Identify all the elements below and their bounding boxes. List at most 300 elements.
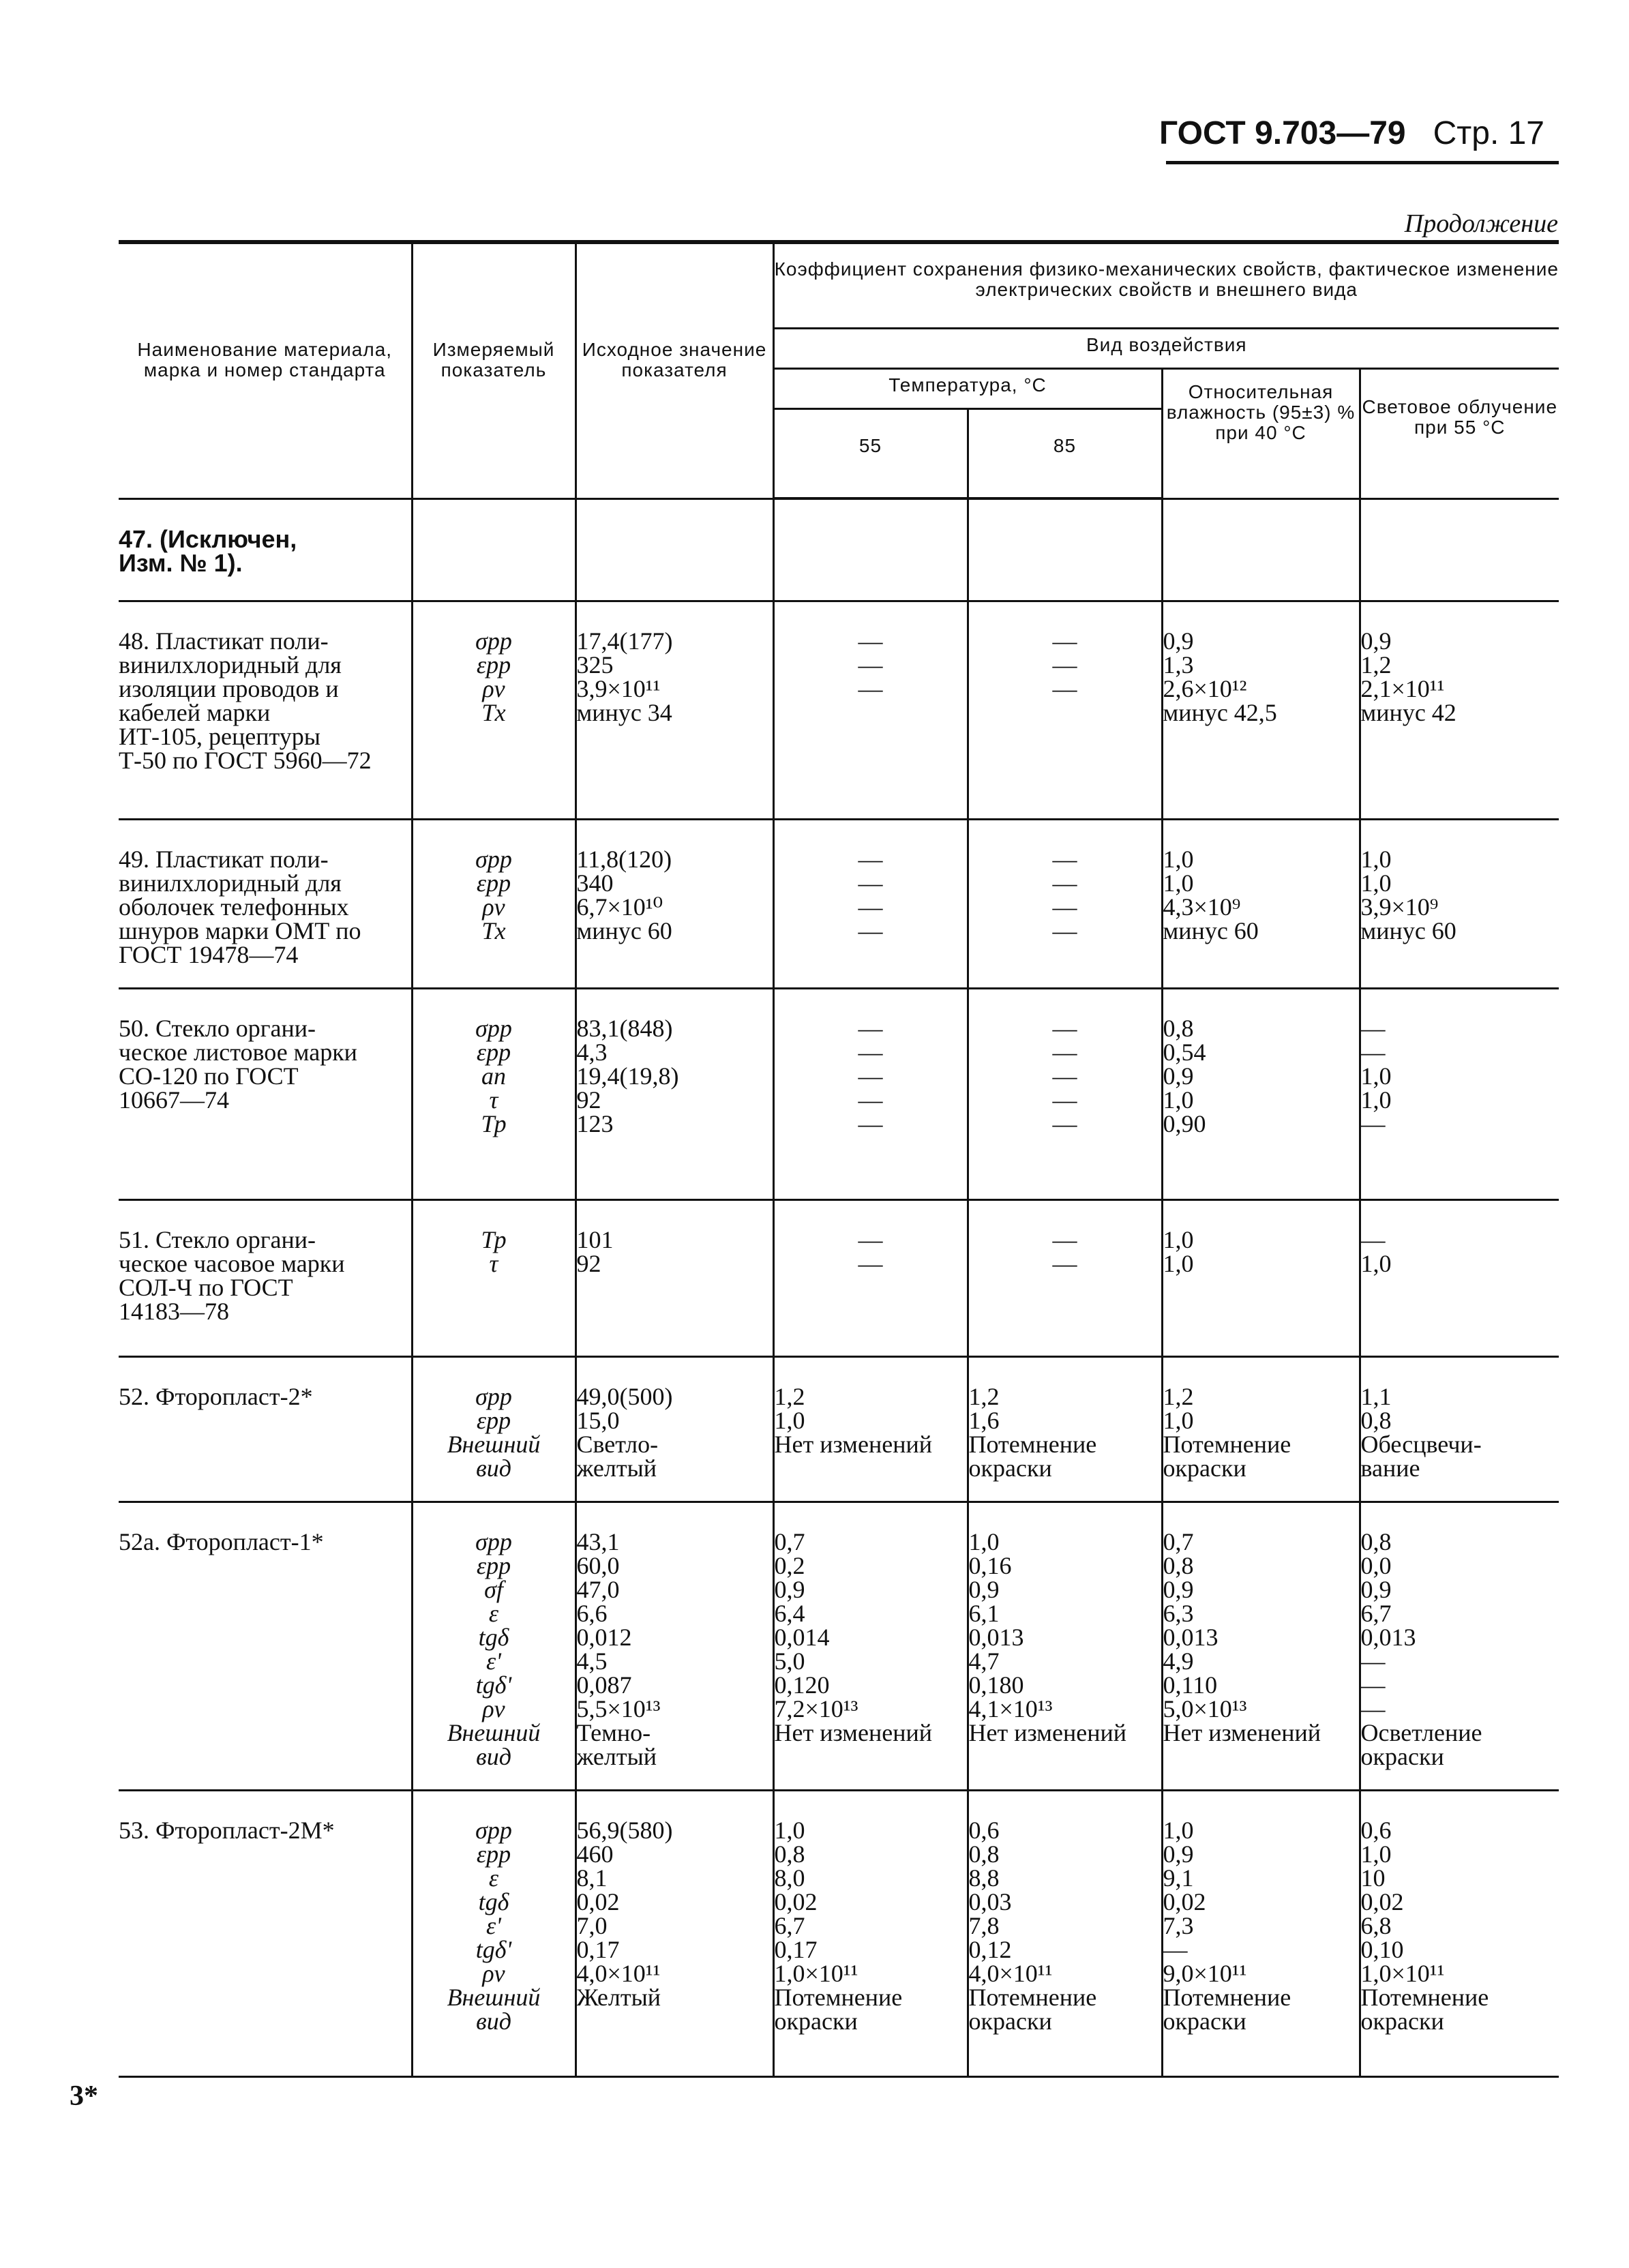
cell-line: 8,1	[576, 1864, 608, 1892]
cell-line: 0,17	[774, 1935, 818, 1963]
cell-line: винилхлоридный для	[119, 869, 342, 897]
cell-line: 0,6	[968, 1816, 1000, 1844]
cell-line: 0,8	[968, 1840, 1000, 1868]
cell-humidity	[1162, 819, 1360, 988]
cell-humidity	[1162, 1790, 1360, 2076]
cell-line: 0,8	[1360, 1406, 1392, 1434]
cell-light	[1360, 988, 1559, 1199]
col-kind-header: Вид воздействия	[773, 329, 1559, 369]
col-coef-header: Коэффициент сохранения физико-механических свойств, фактическое изменение электрических свойств и внешнего вида	[773, 242, 1559, 329]
cell-line: минус 42	[1360, 698, 1456, 726]
cell-line: 9,1	[1163, 1864, 1194, 1892]
cell-line: 9,0×10¹¹	[1163, 1959, 1247, 1987]
cell-line: εрр	[476, 869, 511, 897]
cell-line: —	[1360, 1647, 1386, 1675]
cell-line: 0,7	[774, 1527, 805, 1555]
col-t55-header: 55	[773, 409, 968, 499]
cell-t55	[773, 1502, 968, 1790]
cell-light	[1360, 1199, 1559, 1356]
cell-line: 10667—74	[119, 1086, 229, 1114]
cell-line: желтый	[576, 1454, 657, 1482]
cell-line: εрр	[476, 1840, 511, 1868]
cell-line: винилхлоридный для	[119, 651, 342, 678]
cell-line: 1,0	[968, 1527, 1000, 1555]
cell-t55	[773, 1356, 968, 1502]
cell-line: 1,0×10¹¹	[774, 1959, 858, 1987]
cell-line	[775, 701, 967, 725]
cell-line: 4,0×10¹¹	[968, 1959, 1053, 1987]
cell-line: tgδ	[478, 1887, 509, 1915]
cell-line: Потемнение	[1163, 1983, 1291, 2011]
cell-line: 11,8(120)	[576, 845, 672, 873]
cell-line: 0,9	[1163, 1575, 1194, 1603]
cell-line: 0,54	[1163, 1038, 1206, 1066]
cell-line: —	[858, 1086, 883, 1114]
cell-name	[119, 1502, 412, 1790]
cell-line	[577, 2010, 773, 2033]
cell-line: Потемнение	[968, 1983, 1097, 2011]
cell-line: ρv	[482, 674, 505, 702]
cell-line: 123	[576, 1109, 614, 1137]
cell-line: Нет изменений	[1163, 1718, 1321, 1746]
cell-line: ческое листовое марки	[119, 1038, 357, 1066]
cell-line: 0,12	[968, 1935, 1012, 1963]
cell-light	[1360, 1790, 1559, 2076]
cell-line: Тх	[481, 916, 506, 944]
cell-line: —	[858, 674, 883, 702]
cell-line: 0,03	[968, 1887, 1012, 1915]
cell-line: СОЛ-Ч по ГОСТ	[119, 1273, 293, 1301]
cell-line: Т-50 по ГОСТ 5960—72	[119, 746, 372, 774]
cell-line: Обесцвечи-	[1360, 1430, 1482, 1458]
cell-line: 49,0(500)	[576, 1382, 673, 1410]
cell-name	[119, 601, 412, 819]
cell-line: —	[1052, 1249, 1077, 1277]
cell-line: 47,0	[576, 1575, 620, 1603]
cell-initial	[576, 1199, 773, 1356]
cell-initial	[576, 1502, 773, 1790]
cell-line: окраски	[1163, 2007, 1246, 2035]
cell-line: —	[858, 1038, 883, 1066]
cell-line: Нет изменений	[968, 1718, 1126, 1746]
cell-line: изоляции проводов и	[119, 674, 339, 702]
cell-line: 4,3	[576, 1038, 608, 1066]
cell-line: Тр	[481, 1109, 507, 1137]
cell-line: Темно-	[576, 1718, 651, 1746]
cell-line: 0,02	[576, 1887, 620, 1915]
cell-line: 0,180	[968, 1671, 1024, 1699]
cell-measured	[412, 1790, 576, 2076]
cell-line: ИТ-105, рецептуры	[119, 722, 320, 750]
cell-line: Внешний	[447, 1430, 541, 1458]
cell-line: —	[1052, 1225, 1077, 1253]
cell-measured	[412, 988, 576, 1199]
cell-line: 3,9×10⁹	[1360, 893, 1439, 921]
table-row	[119, 819, 1559, 988]
cell-line: 19,4(19,8)	[576, 1062, 679, 1090]
table-row	[119, 1199, 1559, 1356]
cell-line: σрр	[475, 1014, 512, 1042]
table-body	[119, 498, 1559, 2076]
cell-measured	[412, 819, 576, 988]
cell-line: 1,0	[1163, 869, 1194, 897]
col-light-header: Световое облучение при 55 °С	[1360, 369, 1559, 499]
cell-line: 0,2	[774, 1551, 805, 1579]
cell-line: 7,3	[1163, 1911, 1194, 1939]
cell-line: 1,0	[1163, 1406, 1194, 1434]
cell-line: 5,5×10¹³	[576, 1695, 661, 1722]
cell-line: Потемнение	[968, 1430, 1097, 1458]
cell-name	[119, 988, 412, 1199]
col-humidity-header: Относительная влажность (95±3) % при 40 °С	[1162, 369, 1360, 499]
table-row	[119, 1790, 1559, 2076]
cell-line: вид	[476, 1742, 511, 1770]
cell-name	[119, 1356, 412, 1502]
cell-name	[119, 1199, 412, 1356]
cell-initial	[576, 988, 773, 1199]
cell-line: 92	[576, 1086, 601, 1114]
cell-t85	[968, 819, 1162, 988]
cell-line: 1,0	[1360, 1840, 1392, 1868]
cell-line: Светло-	[576, 1430, 659, 1458]
cell-line	[775, 1745, 967, 1769]
cell-line: ε'	[486, 1647, 501, 1675]
cell-line: 4,9	[1163, 1647, 1194, 1675]
cell-line: 1,0	[774, 1816, 805, 1844]
cell-name	[119, 498, 412, 601]
cell-line: —	[1360, 1225, 1386, 1253]
cell-line: 6,3	[1163, 1599, 1194, 1627]
cell-measured	[412, 1356, 576, 1502]
cell-line: —	[858, 869, 883, 897]
cell-line: —	[1163, 1935, 1188, 1963]
cell-line: 4,0×10¹¹	[576, 1959, 661, 1987]
cell-line: 1,0	[1163, 1225, 1194, 1253]
cell-line	[775, 1457, 967, 1480]
cell-line: 0,8	[1163, 1014, 1194, 1042]
cell-line: вид	[476, 2007, 511, 2035]
cell-line: 0,6	[1360, 1816, 1392, 1844]
cell-line: 10	[1360, 1864, 1386, 1892]
cell-initial	[576, 601, 773, 819]
cell-humidity	[1162, 1356, 1360, 1502]
cell-t85	[968, 1199, 1162, 1356]
cell-line: 53. Фторопласт-2М*	[119, 1816, 335, 1844]
cell-line: —	[1052, 1062, 1077, 1090]
cell-line: —	[1360, 1014, 1386, 1042]
cell-t85	[968, 498, 1162, 601]
cell-line: 1,0	[1360, 845, 1392, 873]
cell-humidity	[1162, 498, 1360, 601]
cell-line: 1,2	[1360, 651, 1392, 678]
cell-line: 6,1	[968, 1599, 1000, 1627]
cell-light	[1360, 498, 1559, 601]
cell-initial	[576, 819, 773, 988]
cell-line: σрр	[475, 845, 512, 873]
table-row	[119, 988, 1559, 1199]
cell-t85	[968, 1790, 1162, 2076]
cell-line: ρv	[482, 893, 505, 921]
cell-initial	[576, 1356, 773, 1502]
properties-table	[119, 240, 1559, 2078]
cell-line: 1,0	[1163, 1816, 1194, 1844]
cell-line: 52а. Фторопласт-1*	[119, 1527, 324, 1555]
cell-line: 0,9	[1360, 1575, 1392, 1603]
cell-line: вание	[1360, 1454, 1420, 1482]
cell-line: 1,1	[1360, 1382, 1392, 1410]
cell-t55	[773, 988, 968, 1199]
cell-line: —	[858, 1225, 883, 1253]
cell-line: —	[1052, 1109, 1077, 1137]
cell-line: 0,087	[576, 1671, 632, 1699]
cell-line: окраски	[774, 2007, 858, 2035]
cell-humidity	[1162, 988, 1360, 1199]
cell-line: 7,8	[968, 1911, 1000, 1939]
cell-t55	[773, 1790, 968, 2076]
cell-line: 4,3×10⁹	[1163, 893, 1241, 921]
cell-line: 52. Фторопласт-2*	[119, 1382, 313, 1410]
cell-line: 0,7	[1163, 1527, 1194, 1555]
cell-line: tgδ'	[475, 1671, 512, 1699]
cell-line: —	[1052, 869, 1077, 897]
cell-line: —	[858, 1062, 883, 1090]
cell-line: окраски	[1163, 1454, 1246, 1482]
cell-line: минус 60	[576, 916, 672, 944]
cell-line: Потемнение	[1360, 1983, 1489, 2011]
cell-line: вид	[476, 1454, 511, 1482]
cell-line: ческое часовое марки	[119, 1249, 345, 1277]
cell-line: Внешний	[447, 1718, 541, 1746]
cell-t85	[968, 988, 1162, 1199]
cell-light	[1360, 1502, 1559, 1790]
cell-line: 47. (Исключен,	[119, 524, 297, 553]
cell-line: ε	[488, 1599, 499, 1627]
cell-line: —	[1052, 1014, 1077, 1042]
cell-line: —	[1360, 1671, 1386, 1699]
doc-number: ГОСТ 9.703—79	[1159, 115, 1406, 151]
cell-line: 340	[576, 869, 614, 897]
cell-line: εрр	[476, 1406, 511, 1434]
cell-measured	[412, 498, 576, 601]
cell-line: окраски	[1360, 2007, 1444, 2035]
cell-line: 0,10	[1360, 1935, 1404, 1963]
cell-line: 1,2	[968, 1382, 1000, 1410]
cell-line: 0,9	[968, 1575, 1000, 1603]
table-row	[119, 1356, 1559, 1502]
cell-line: 0,9	[774, 1575, 805, 1603]
cell-line: ГОСТ 19478—74	[119, 940, 299, 968]
cell-line: 460	[576, 1840, 614, 1868]
cell-line: 83,1(848)	[576, 1014, 673, 1042]
cell-line: Внешний	[447, 1983, 541, 2011]
cell-line: 6,4	[774, 1599, 805, 1627]
cell-line: Изм. № 1).	[119, 548, 243, 577]
cell-light	[1360, 1356, 1559, 1502]
cell-line: —	[1052, 627, 1077, 655]
cell-line: 3,9×10¹¹	[576, 674, 661, 702]
cell-line: Потемнение	[1163, 1430, 1291, 1458]
cell-line: σf	[484, 1575, 503, 1603]
cell-humidity	[1162, 601, 1360, 819]
cell-line: 0,02	[1360, 1887, 1404, 1915]
cell-line: 1,0	[1163, 1249, 1194, 1277]
cell-line: 0,02	[1163, 1887, 1206, 1915]
cell-line: СО-120 по ГОСТ	[119, 1062, 299, 1090]
cell-line: Тх	[481, 698, 506, 726]
cell-line: εрр	[476, 651, 511, 678]
cell-line: 325	[576, 651, 614, 678]
cell-name	[119, 819, 412, 988]
cell-line: Желтый	[576, 1983, 661, 2011]
cell-line: 48. Пластикат поли-	[119, 627, 329, 655]
cell-line: 8,0	[774, 1864, 805, 1892]
cell-line: 56,9(580)	[576, 1816, 673, 1844]
cell-t55	[773, 1199, 968, 1356]
cell-line: 4,1×10¹³	[968, 1695, 1053, 1722]
cell-line: 5,0×10¹³	[1163, 1695, 1247, 1722]
cell-line: 49. Пластикат поли-	[119, 845, 329, 873]
cell-line: Нет изменений	[774, 1718, 932, 1746]
cell-line: —	[858, 627, 883, 655]
cell-t85	[968, 601, 1162, 819]
page-footer-mark: 3*	[70, 2080, 98, 2112]
cell-line: —	[858, 916, 883, 944]
cell-line: 4,5	[576, 1647, 608, 1675]
cell-name	[119, 1790, 412, 2076]
cell-line: 1,2	[1163, 1382, 1194, 1410]
continuation-label: Продолжение	[1404, 209, 1558, 238]
cell-line: 0,90	[1163, 1109, 1206, 1137]
cell-line: ε'	[486, 1911, 501, 1939]
cell-line: 15,0	[576, 1406, 620, 1434]
cell-humidity	[1162, 1199, 1360, 1356]
cell-line: —	[1052, 893, 1077, 921]
cell-line	[969, 701, 1161, 725]
cell-line: tgδ'	[475, 1935, 512, 1963]
cell-line: 1,0	[1163, 845, 1194, 873]
cell-line: 101	[576, 1225, 614, 1253]
cell-line: 0,110	[1163, 1671, 1218, 1699]
cell-line: —	[1052, 1086, 1077, 1114]
cell-line: 0,013	[1360, 1623, 1416, 1651]
cell-line: 6,8	[1360, 1911, 1392, 1939]
cell-line: 1,3	[1163, 651, 1194, 678]
col-name-header: Наименование материала, марка и номер стандарта	[119, 242, 412, 498]
cell-line: 0,17	[576, 1935, 620, 1963]
cell-line	[969, 1745, 1161, 1769]
cell-line: 8,8	[968, 1864, 1000, 1892]
cell-initial	[576, 1790, 773, 2076]
cell-line: 0,013	[968, 1623, 1024, 1651]
cell-line: 1,0	[1360, 1249, 1392, 1277]
cell-line: Нет изменений	[774, 1430, 932, 1458]
cell-line: —	[1360, 1038, 1386, 1066]
cell-line: σрр	[475, 627, 512, 655]
cell-line: an	[481, 1062, 506, 1090]
cell-line: 5,0	[774, 1647, 805, 1675]
cell-line: ε	[488, 1864, 499, 1892]
table-row	[119, 601, 1559, 819]
cell-measured	[412, 1502, 576, 1790]
cell-line: —	[1360, 1109, 1386, 1137]
cell-line: 1,0	[1360, 869, 1392, 897]
cell-line: 1,6	[968, 1406, 1000, 1434]
cell-line: —	[1360, 1695, 1386, 1722]
cell-line: 17,4(177)	[576, 627, 673, 655]
cell-initial	[576, 498, 773, 601]
cell-line: —	[858, 893, 883, 921]
cell-line: 43,1	[576, 1527, 620, 1555]
cell-line: 92	[576, 1249, 601, 1277]
cell-line: 0,9	[1163, 1840, 1194, 1868]
cell-line: —	[858, 1014, 883, 1042]
cell-line: Тр	[481, 1225, 507, 1253]
cell-line: —	[858, 1109, 883, 1137]
cell-line: 50. Стекло органи-	[119, 1014, 316, 1042]
cell-line: —	[1052, 674, 1077, 702]
cell-line: 7,2×10¹³	[774, 1695, 858, 1722]
cell-line: 0,012	[576, 1623, 632, 1651]
cell-line: ρv	[482, 1695, 505, 1722]
col-temp-header: Температура, °С	[773, 369, 1162, 409]
cell-line: 0,16	[968, 1551, 1012, 1579]
cell-line: 1,0×10¹¹	[1360, 1959, 1445, 1987]
cell-line: τ	[489, 1249, 498, 1277]
cell-line: 0,013	[1163, 1623, 1219, 1651]
cell-line: 0,9	[1163, 627, 1194, 655]
cell-line: σрр	[475, 1816, 512, 1844]
cell-line: 2,6×10¹²	[1163, 674, 1247, 702]
col-initial-header: Исходное значение показателя	[576, 242, 773, 498]
cell-line: 51. Стекло органи-	[119, 1225, 316, 1253]
cell-line: τ	[489, 1086, 498, 1114]
cell-line: 4,7	[968, 1647, 1000, 1675]
cell-line: —	[858, 845, 883, 873]
cell-line: 1,2	[774, 1382, 805, 1410]
cell-t55	[773, 601, 968, 819]
cell-line: 60,0	[576, 1551, 620, 1579]
cell-line: ρv	[482, 1959, 505, 1987]
cell-line: —	[858, 651, 883, 678]
cell-line: 0,9	[1360, 627, 1392, 655]
cell-line: —	[858, 1249, 883, 1277]
cell-line: 0,02	[774, 1887, 818, 1915]
cell-line: —	[1052, 1038, 1077, 1066]
cell-t85	[968, 1502, 1162, 1790]
cell-line: σрр	[475, 1527, 512, 1555]
cell-line: 0,120	[774, 1671, 830, 1699]
cell-line: tgδ	[478, 1623, 509, 1651]
cell-line: окраски	[1360, 1742, 1444, 1770]
cell-line: 0,8	[1163, 1551, 1194, 1579]
cell-line: —	[1052, 845, 1077, 873]
cell-line: 0,8	[774, 1840, 805, 1868]
col-t85-header: 85	[968, 409, 1162, 499]
page-number: Стр. 17	[1433, 115, 1544, 151]
cell-line: оболочек телефонных	[119, 893, 349, 921]
cell-line: Потемнение	[774, 1983, 903, 2011]
cell-line: минус 34	[576, 698, 672, 726]
cell-line: минус 60	[1163, 916, 1259, 944]
cell-line: 0,9	[1163, 1062, 1194, 1090]
cell-line: 14183—78	[119, 1297, 229, 1325]
cell-line: εрр	[476, 1038, 511, 1066]
cell-line: 1,0	[1360, 1086, 1392, 1114]
cell-line: Осветление	[1360, 1718, 1482, 1746]
col-measured-header: Измеряемый показатель	[412, 242, 576, 498]
cell-line: окраски	[968, 2007, 1052, 2035]
cell-line: 7,0	[576, 1911, 608, 1939]
